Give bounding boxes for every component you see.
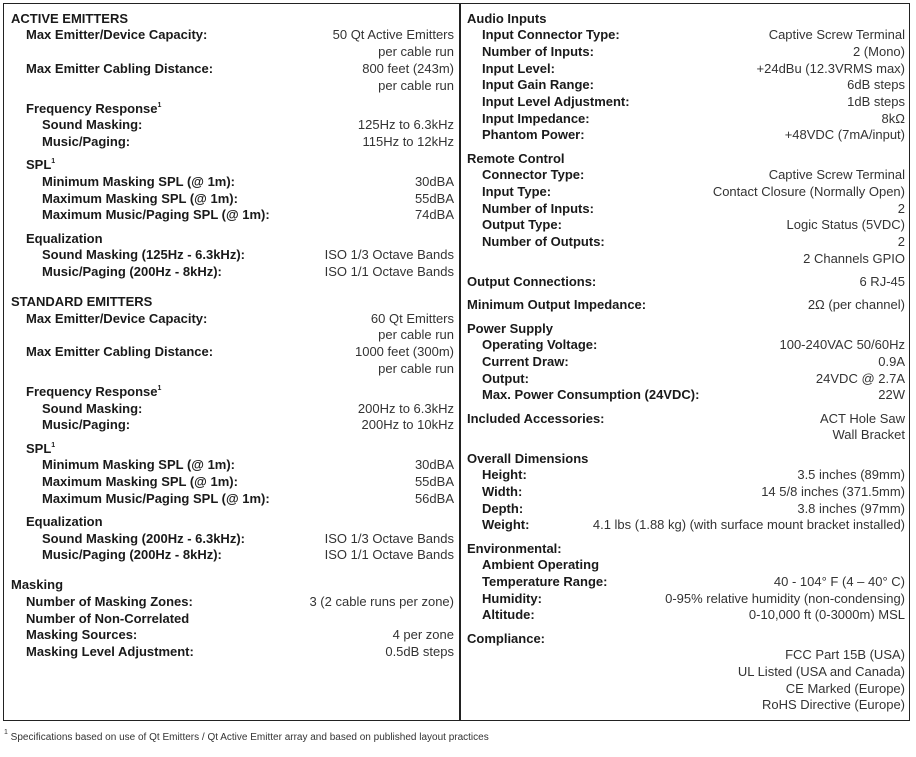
accessories-row-2: Wall Bracket [832, 427, 905, 442]
masking-noncorr-row: Number of Non-Correlated [26, 611, 190, 626]
power-max-row: Max. Power Consumption (24VDC): 22W [482, 387, 905, 402]
masking-sources-row: Masking Sources: 4 per zone [26, 627, 454, 642]
active-sound-masking-row: Sound Masking: 125Hz to 6.3kHz [42, 117, 454, 132]
audio-adj-row: Input Level Adjustment: 1dB steps [482, 94, 905, 109]
power-current-row: Current Draw: 0.9A [482, 354, 905, 369]
audio-level-row: Input Level: +24dBu (12.3VRMS max) [482, 61, 905, 76]
dim-width-row: Width: 14 5/8 inches (371.5mm) [482, 484, 905, 499]
masking-heading: Masking [11, 577, 64, 592]
compliance-heading: Compliance: [467, 631, 546, 646]
remote-conn-row: Connector Type: Captive Screw Terminal [482, 167, 905, 182]
active-music-row: Music/Paging: 115Hz to 12kHz [42, 134, 454, 149]
standard-eq-sound-row: Sound Masking (200Hz - 6.3kHz): ISO 1/3 Octave Bands [42, 531, 454, 546]
compliance-ce-row: CE Marked (Europe) [785, 681, 905, 696]
active-capacity-row-2: per cable run [378, 44, 454, 59]
active-emitters-heading: ACTIVE EMITTERS [11, 11, 129, 26]
env-temp-row: Temperature Range: 40 - 104° F (4 – 40° C) [482, 574, 905, 589]
active-distance-row: Max Emitter Cabling Distance: 800 feet (243m) [26, 61, 454, 76]
active-min-spl-row: Minimum Masking SPL (@ 1m): 30dBA [42, 174, 454, 189]
output-connections-row: Output Connections: 6 RJ-45 [467, 274, 905, 289]
standard-music-row: Music/Paging: 200Hz to 10kHz [42, 417, 454, 432]
dim-height-row: Height: 3.5 inches (89mm) [482, 467, 905, 482]
standard-distance-row-2: per cable run [378, 361, 454, 376]
standard-max-music-spl-row: Maximum Music/Paging SPL (@ 1m): 56dBA [42, 491, 454, 506]
dim-depth-row: Depth: 3.8 inches (97mm) [482, 501, 905, 516]
remote-heading: Remote Control [467, 151, 565, 166]
power-voltage-row: Operating Voltage: 100-240VAC 50/60Hz [482, 337, 905, 352]
standard-freq-heading: Frequency Response$^1$ [26, 384, 162, 399]
audio-conn-row: Input Connector Type: Captive Screw Terminal [482, 27, 905, 42]
dimensions-heading: Overall Dimensions [467, 451, 589, 466]
audio-phantom-row: Phantom Power: +48VDC (7mA/input) [482, 127, 905, 142]
compliance-fcc-row: FCC Part 15B (USA) [785, 647, 905, 662]
standard-eq-music-row: Music/Paging (200Hz - 8kHz): ISO 1/1 Octave Bands [42, 547, 454, 562]
remote-gpio-row: 2 Channels GPIO [803, 251, 905, 266]
active-distance-row-2: per cable run [378, 78, 454, 93]
remote-num-inputs-row: Number of Inputs: 2 [482, 201, 905, 216]
remote-output-type-row: Output Type: Logic Status (5VDC) [482, 217, 905, 232]
environmental-heading: Environmental: [467, 541, 562, 556]
min-impedance-row: Minimum Output Impedance: 2Ω (per channel) [467, 297, 905, 312]
standard-capacity-row-2: per cable run [378, 327, 454, 342]
audio-gain-row: Input Gain Range: 6dB steps [482, 77, 905, 92]
remote-input-type-row: Input Type: Contact Closure (Normally Open) [482, 184, 905, 199]
audio-inputs-heading: Audio Inputs [467, 11, 547, 26]
dim-weight-row: Weight: 4.1 lbs (1.88 kg) (with surface mount bracket installed) [482, 517, 905, 532]
footnote: $^1$ Specifications based on use of Qt Emitters / Qt Active Emitter array and based on published layout practices [4, 729, 489, 743]
active-eq-sound-row: Sound Masking (125Hz - 6.3kHz): ISO 1/3 Octave Bands [42, 247, 454, 262]
active-max-music-spl-row: Maximum Music/Paging SPL (@ 1m): 74dBA [42, 207, 454, 222]
standard-eq-heading: Equalization [26, 514, 103, 529]
audio-num-row: Number of Inputs: 2 (Mono) [482, 44, 905, 59]
active-spl-heading: SPL$^1$ [26, 157, 56, 172]
standard-distance-row: Max Emitter Cabling Distance: 1000 feet (300m) [26, 344, 454, 359]
remote-num-outputs-row: Number of Outputs: 2 [482, 234, 905, 249]
masking-level-row: Masking Level Adjustment: 0.5dB steps [26, 644, 454, 659]
env-altitude-row: Altitude: 0-10,000 ft (0-3000m) MSL [482, 607, 905, 622]
standard-capacity-row: Max Emitter/Device Capacity: 60 Qt Emitters [26, 311, 454, 326]
env-ambient-row: Ambient Operating [482, 557, 600, 572]
active-eq-heading: Equalization [26, 231, 103, 246]
active-freq-heading: Frequency Response$^1$ [26, 101, 162, 116]
standard-emitters-heading: STANDARD EMITTERS [11, 294, 153, 309]
audio-imp-row: Input Impedance: 8kΩ [482, 111, 905, 126]
accessories-row: Included Accessories: ACT Hole Saw [467, 411, 905, 426]
compliance-ul-row: UL Listed (USA and Canada) [737, 664, 905, 679]
active-capacity-row: Max Emitter/Device Capacity: 50 Qt Active Emitters [26, 27, 454, 42]
power-output-row: Output: 24VDC @ 2.7A [482, 371, 905, 386]
spec-table [3, 3, 910, 721]
standard-min-spl-row: Minimum Masking SPL (@ 1m): 30dBA [42, 457, 454, 472]
standard-spl-heading: SPL$^1$ [26, 441, 56, 456]
env-humidity-row: Humidity: 0-95% relative humidity (non-condensing) [482, 591, 905, 606]
active-eq-music-row: Music/Paging (200Hz - 8kHz): ISO 1/1 Octave Bands [42, 264, 454, 279]
active-max-spl-row: Maximum Masking SPL (@ 1m): 55dBA [42, 191, 454, 206]
compliance-rohs-row: RoHS Directive (Europe) [761, 697, 905, 712]
standard-max-spl-row: Maximum Masking SPL (@ 1m): 55dBA [42, 474, 454, 489]
standard-sound-masking-row: Sound Masking: 200Hz to 6.3kHz [42, 401, 454, 416]
masking-zones-row: Number of Masking Zones: 3 (2 cable runs per zone) [26, 594, 454, 609]
power-heading: Power Supply [467, 321, 553, 336]
